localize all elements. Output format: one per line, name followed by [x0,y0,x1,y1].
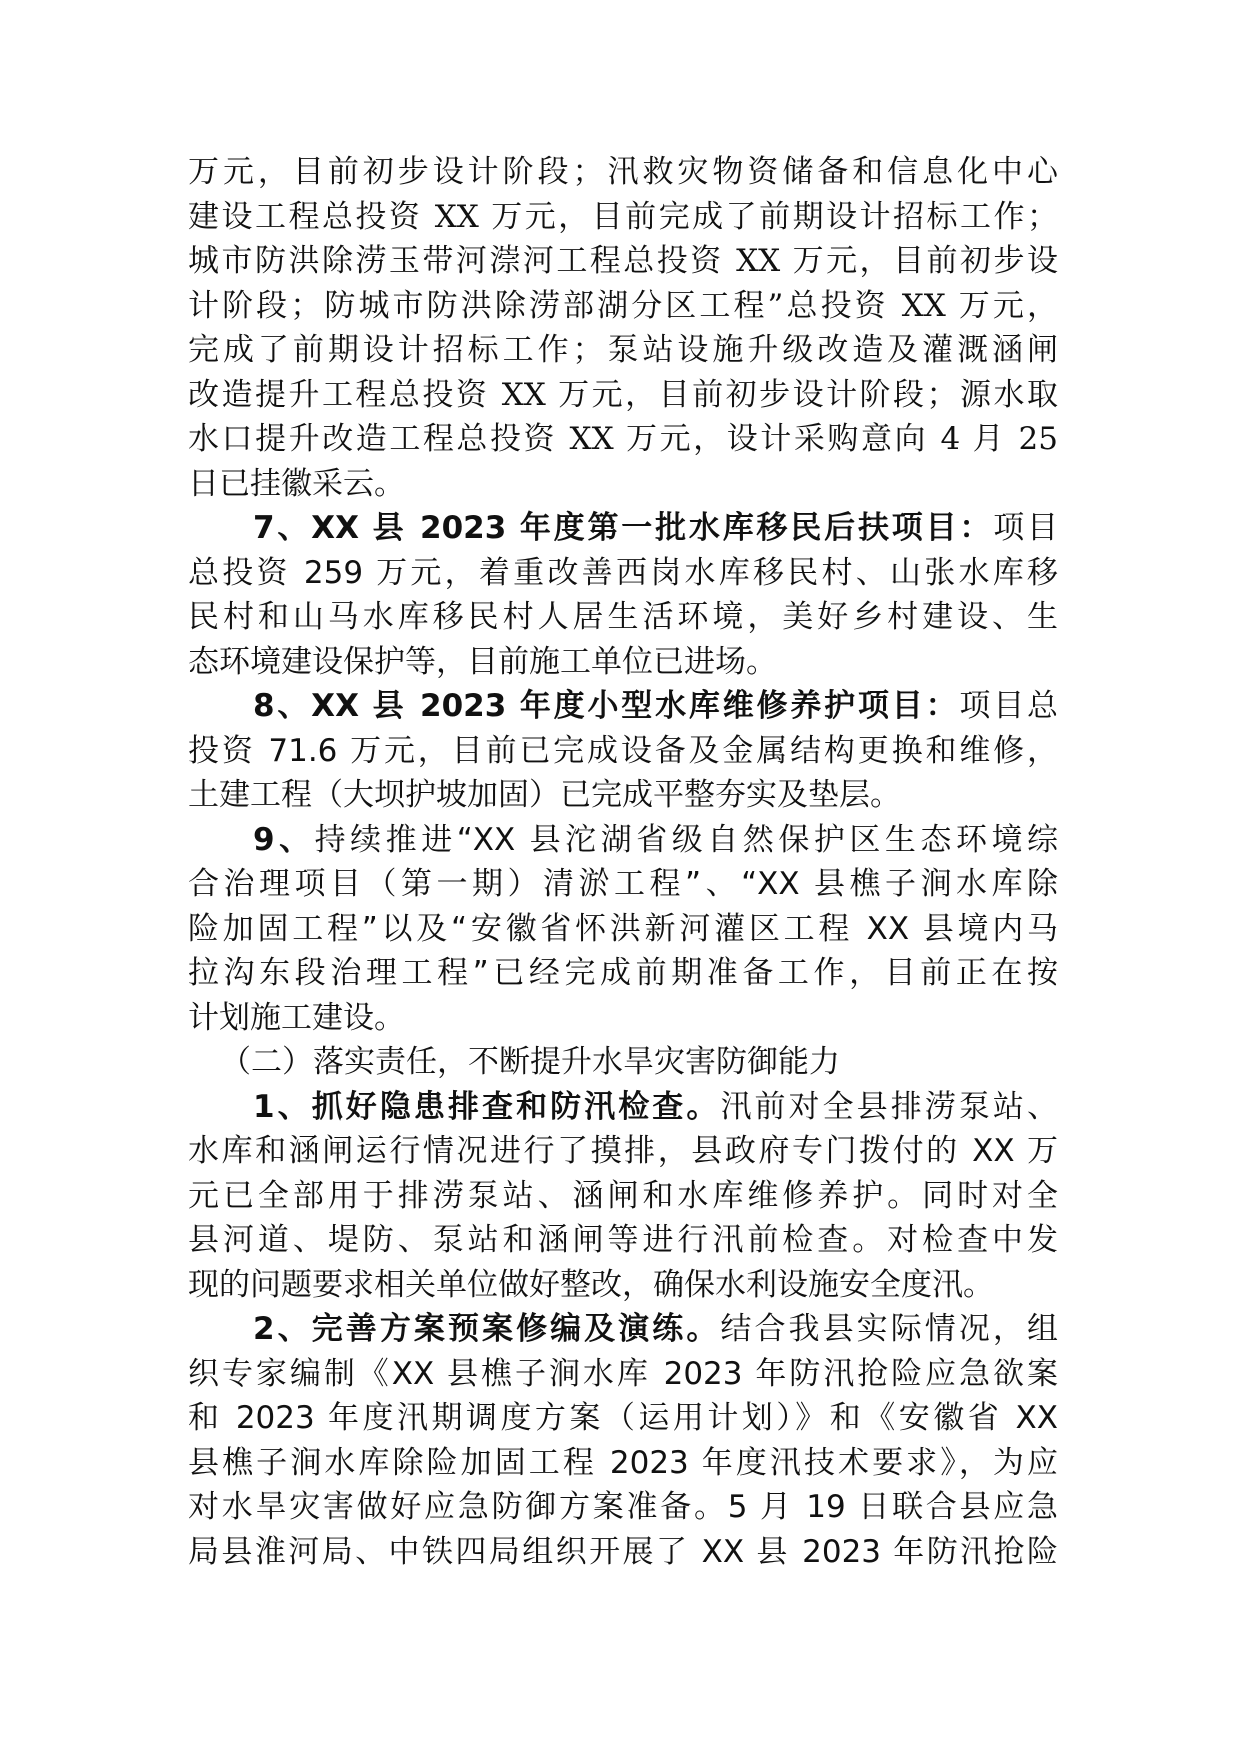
item-9-first-line [188,818,1058,863]
s2-item-2-first-line [188,1307,1058,1352]
paragraph-line: 局县淮河局、中铁四局组织开展了 XX 县 2023 年防汛抢险 [188,1533,1058,1570]
paragraph-line: 总投资 259 万元，着重改善西岗水库移民村、山张水库移 [188,554,1058,591]
paragraph-line: 织专家编制《XX 县樵子涧水库 2023 年防汛抢险应急欲案 [188,1355,1058,1392]
paragraph-line: 和 2023 年度汛期调度方案（运用计划）》和《安徽省 XX [188,1400,1058,1436]
paragraph-line: 县河道、堤防、泵站和涵闸等进行汛前检查。对检查中发 [188,1222,1058,1258]
paragraph-line: 态环境建设保护等，目前施工单位已进场。 [188,643,777,680]
s2-item-1-text: 汛前对全县排涝泵站、 [720,1088,1058,1125]
item-7-first-line [188,506,1058,551]
item-7-heading: 7、XX 县 2023 年度第一批水库移民后扶项目： [253,510,994,546]
item-8-first-line [188,684,1058,729]
paragraph-line: 现的问题要求相关单位做好整改，确保水利设施安全度汛。 [188,1266,994,1303]
paragraph-line: 计划施工建设。 [188,999,405,1036]
paragraph-line: 土建工程（大坝护坡加固）已完成平整夯实及垫层。 [188,777,901,813]
s2-item-1-first-line [188,1085,1058,1130]
paragraph-line: 民村和山马水库移民村人居生活环境，美好乡村建设、生 [188,599,1058,635]
paragraph-line: 改造提升工程总投资 XX 万元，目前初步设计阶段；源水取 [188,376,1058,413]
section-title: （二）落实责任，不断提升水旱灾害防御能力 [220,1044,840,1080]
paragraph-line: 计阶段；防城市防洪除涝部湖分区工程”总投资 XX 万元， [188,287,1058,324]
paragraph-line: 日已挂徽采云。 [188,465,405,502]
paragraph-line: 合治理项目（第一期）清淤工程”、“XX 县樵子涧水库除 [188,866,1058,902]
paragraph-line: 建设工程总投资 XX 万元，目前完成了前期设计招标工作； [188,198,1058,235]
paragraph-line: 对水旱灾害做好应急防御方案准备。5 月 19 日联合县应急 [188,1489,1058,1525]
item-9-number: 9、 [253,821,315,858]
paragraph-line: 县樵子涧水库除险加固工程 2023 年度汛技术要求》，为应 [188,1444,1058,1481]
paragraph-line: 投资 71.6 万元，目前已完成设备及金属结构更换和维修， [188,732,1058,769]
paragraph-line: 险加固工程”以及“安徽省怀洪新河灌区工程 XX 县境内马 [188,910,1058,947]
paragraph-line: 完成了前期设计招标工作；泵站设施升级改造及灌溉涵闸 [188,332,1058,368]
s2-item-2-heading: 2、完善方案预案修编及演练。 [253,1311,721,1347]
item-7-text: 项目 [993,510,1058,546]
paragraph-line: 拉沟东段治理工程”已经完成前期准备工作，目前正在按 [188,955,1058,991]
paragraph-line: 城市防洪除涝玉带河漴河工程总投资 XX 万元，目前初步设 [188,243,1058,279]
s2-item-1-heading: 1、抓好隐患排查和防汛检查。 [253,1088,721,1125]
paragraph-line: 水库和涵闸运行情况进行了摸排，县政府专门拨付的 XX 万 [188,1133,1058,1169]
paragraph-line: 万元，目前初步设计阶段；汛救灾物资储备和信息化中心 [188,154,1058,190]
s2-item-2-text: 结合我县实际情况，组 [720,1311,1058,1347]
item-9-text: 持续推进“XX 县沱湖省级自然保护区生态环境综 [314,821,1058,858]
item-8-text: 项目总 [959,688,1058,724]
paragraph-line: 水口提升改造工程总投资 XX 万元，设计采购意向 4 月 25 [188,421,1058,457]
item-8-heading: 8、XX 县 2023 年度小型水库维修养护项目： [253,688,960,724]
paragraph-line: 元已全部用于排涝泵站、涵闸和水库维修养护。同时对全 [188,1177,1058,1214]
